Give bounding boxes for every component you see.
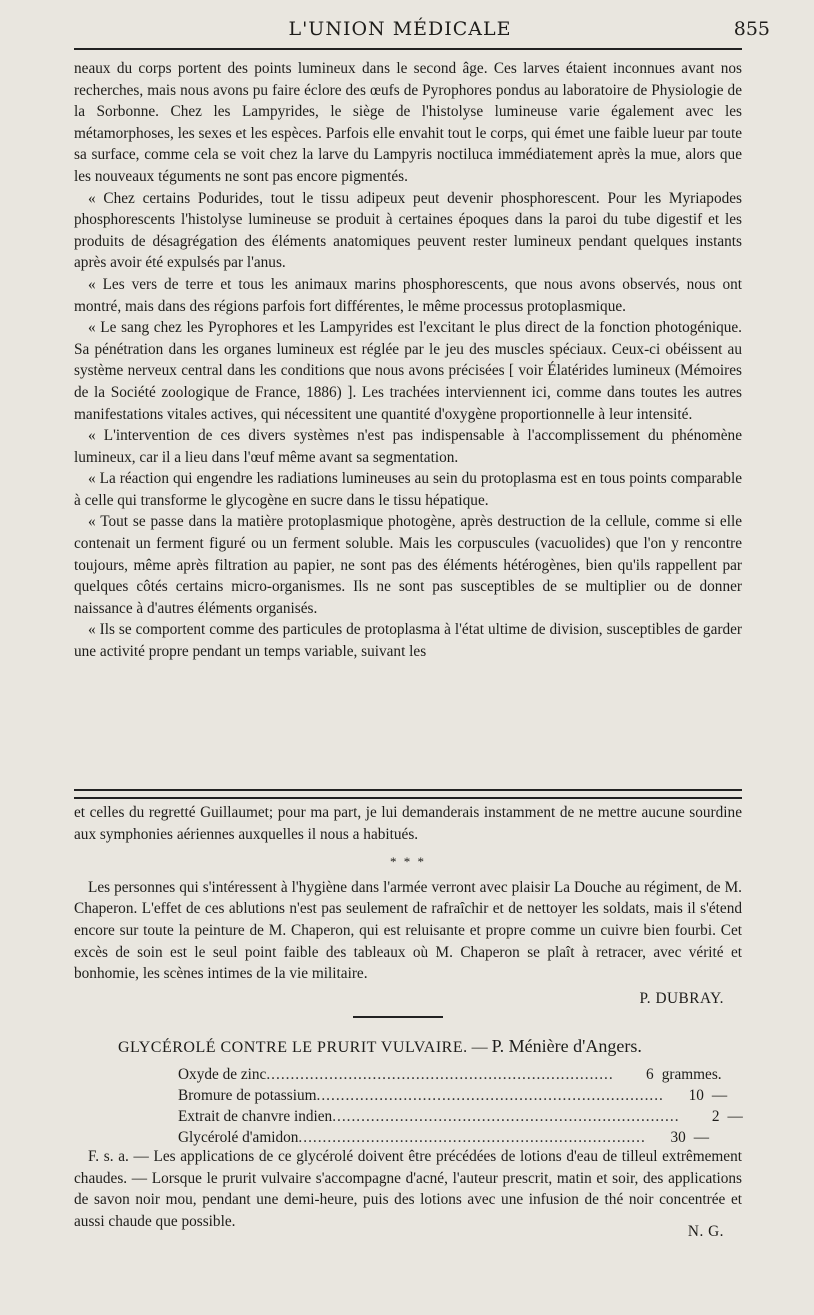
ingredient-quantity: 2 <box>711 1108 720 1125</box>
article-body <box>74 58 742 663</box>
title-dash: — <box>467 1039 492 1056</box>
feuilleton-section <box>74 802 742 985</box>
ingredient-name: Extrait de chanvre indien <box>178 1108 333 1125</box>
ingredient-row <box>178 1064 722 1085</box>
leader-dots: ........................................................................ <box>298 1129 646 1146</box>
feuilleton-paragraph: et celles du regretté Guillaumet; pour ma part, je lui demanderais instamment de ne mettre aucune sourdine aux symphonies aériennes auxquelles il nous a habitués. <box>74 804 742 843</box>
paragraph: neaux du corps portent des points lumineux dans le second âge. Ces larves étaient inconnues avant nos recherches, mais nous avons pu faire éclore des œufs de Pyrophores pondus au laboratoire de Physiologie de la Sorbonne. Chez les Lampyrides, le siège de l'histolyse lumineuse varie également avec les métamorphoses, les sexes et les espèces. Parfois elle envahit tout le corps, qui émet une faible lueur par toute sa surface, comme cela se voit chez la larve du Lampyris noctiluca immédiatement après la mue, alors que les nouveaux téguments ne sont pas encore pigmentés. <box>74 60 742 185</box>
formula-title: GLYCÉROLÉ CONTRE LE PRURIT VULVAIRE. <box>118 1039 468 1056</box>
ingredient-name: Oxyde de zinc <box>178 1066 267 1083</box>
paragraph: « La réaction qui engendre les radiations lumineuses au sein du protoplasma est en tous points comparable à celle qui transforme le glycogène en sucre dans le tissu hépatique. <box>74 470 742 509</box>
page-number: 855 <box>733 18 770 40</box>
feuilleton-paragraph: Les personnes qui s'intéressent à l'hygiène dans l'armée verront avec plaisir La Douche au régiment, de M. Chaperon. L'effet de ces ablutions n'est pas seulement de rafraîchir et de nettoyer les soldats, mais il s'étend encore sur toute la peinture de M. Chaperon, qui est reluisante et propre comme un cuivre bien fourbi. Cet excès de soin est le seul point faible des tableaux où M. Chaperon se plaît à retracer, avec vérité et bonhomie, les scènes intimes de la vie militaire. <box>74 878 742 983</box>
ingredient-list <box>178 1064 743 1148</box>
ingredient-row <box>178 1127 710 1148</box>
paragraph: « L'intervention de ces divers systèmes n'est pas indispensable à l'accomplissement du phénomène lumineux, car il a lieu dans l'œuf même avant sa segmentation. <box>74 427 742 466</box>
ingredient-row <box>178 1106 743 1127</box>
leader-dots: ........................................................................ <box>316 1087 664 1104</box>
paragraph: « Tout se passe dans la matière protoplasmique photogène, après destruction de la cellule, comme si elle contenait un ferment figuré ou un ferment soluble. Mais les corpuscules (vacuolides) que l'on y rencontre toujours, même après filtration au papier, ne sont pas des éléments hétérogènes, bien qu'ils rappellent par quelques côtés certains micro-organismes. Ils ne sont pas susceptibles de se multiplier ou de donner naissance à d'autres éléments organisés. <box>74 513 742 617</box>
paragraph: « Le sang chez les Pyrophores et les Lampyrides est l'excitant le plus direct de la fonction photogénique. Sa pénétration dans les organes lumineux est réglée par le jeu des muscles spéciaux. Ceux-ci obéissent au système nerveux central dans les conditions que nous avons précisées [ voir Élatérides lumineux (Mémoires de la Société zoologique de France, 1886) ]. Les trachées interviennent ici, comme dans toutes les autres manifestations vitales actives, qui nécessitent une quantité d'oxygène proportionnelle à leur intensité. <box>74 319 742 423</box>
leader-dots: ........................................................................ <box>266 1066 614 1083</box>
formula-note <box>74 1146 742 1232</box>
note-paragraph: F. s. a. — Les applications de ce glycérolé doivent être précédées de lotions d'eau de tilleul extrêmement chaudes. — Lorsque le prurit vulvaire s'accompagne d'acné, l'auteur prescrit, matin et soir, des applications de savon noir mou, pendant une demi-heure, puis des lotions avec une infusion de thé noir concentrée et aussi chaude que possible. <box>74 1148 742 1230</box>
note-initials: N. G. <box>687 1223 724 1240</box>
ingredient-unit: grammes. <box>661 1066 722 1083</box>
running-header <box>0 16 800 46</box>
paragraph: « Les vers de terre et tous les animaux marins phosphorescents, que nous avons observés, nous ont montré, mais dans des régions parfois fort différentes, le même processus protoplasmique. <box>74 275 742 315</box>
author-signature: P. DUBRAY. <box>639 990 724 1007</box>
paragraph: « Ils se comportent comme des particules de protoplasma à l'état ultime de division, susceptibles de garder une activité propre pendant un temps variable, suivant les <box>74 621 742 661</box>
ingredient-unit: — <box>693 1129 710 1146</box>
ingredient-name: Glycérolé d'amidon <box>178 1129 299 1146</box>
ingredient-name: Bromure de potassium <box>178 1087 317 1104</box>
section-divider <box>353 1016 443 1018</box>
paragraph: « Chez certains Podurides, tout le tissu adipeux peut devenir phosphorescent. Pour les Myriapodes phosphorescents l'histolyse lumineuse se produit à certaines époques dans la paroi du tube digestif et les produits de désagrégation des éléments anatomiques peuvent rester lumineux pendant quelques instants après avoir été expulsés par l'anus. <box>74 189 742 272</box>
ingredient-quantity: 30 <box>670 1129 686 1146</box>
header-rule <box>74 48 742 50</box>
ingredient-quantity: 6 <box>646 1066 654 1083</box>
ingredient-unit: — <box>711 1087 728 1104</box>
feuilleton-separator <box>74 789 742 799</box>
leader-dots: ........................................................................ <box>332 1108 680 1125</box>
journal-title: L'UNION MÉDICALE <box>288 18 512 40</box>
ingredient-quantity: 10 <box>688 1087 704 1104</box>
ingredient-unit: — <box>727 1108 743 1125</box>
asterism: * * * <box>390 854 426 870</box>
formula-author: P. Ménière d'Angers. <box>491 1036 642 1056</box>
formula-heading <box>118 1036 642 1057</box>
ingredient-row <box>178 1085 728 1106</box>
